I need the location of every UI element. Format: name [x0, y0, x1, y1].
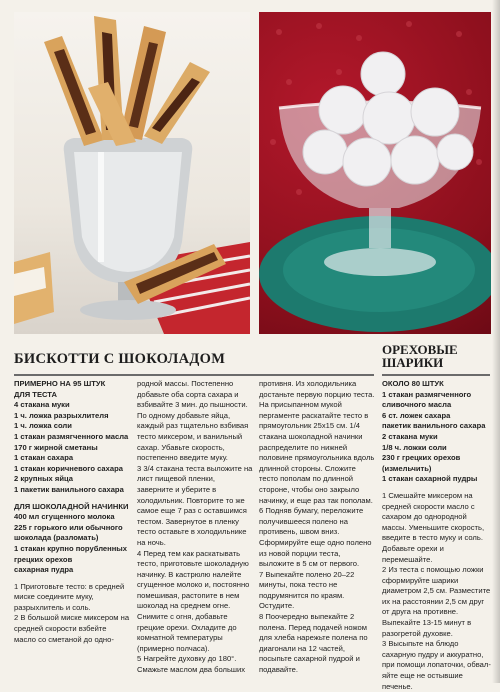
ingredient: сахарная пудра: [14, 565, 74, 575]
recipe-title-line-2: ШАРИКИ: [382, 355, 444, 370]
ingredient: 1 пакетик ванильного сахара: [14, 484, 124, 494]
nut-balls-illustration: [259, 12, 491, 334]
method-step: противня. Из холодильника достаньте первую порцию теста. На присыпанном мукой пергаменте раскатайте тесто в прямоугольник 25x15 см. 1/4 стакана шоколадной начинки распределите по нижней половине прямоугольника вдоль длинной стороны. Сложите тесто пополам по длинной стороне, чтобы оно закрыло начинку, и еще раз так пополам.: [259, 379, 375, 505]
ingredient: 2 крупных яйца: [14, 474, 73, 484]
ingredient: пакетик ванильного сахара: [382, 421, 486, 431]
ingredient: 2 стакана муки: [382, 431, 438, 441]
method-step: 6 Подняв бумагу, переложите получившееся полено на противень, швом вниз. Сформируйте еще одно полено из новой порции теста, выложите в 5 см от первого.: [259, 506, 372, 569]
title-divider-left: [14, 374, 374, 376]
ingredient: 225 г горького или обычного шоколада (разломать): [14, 522, 123, 543]
dough-ingredient-list: [14, 400, 130, 495]
recipe-title-line-1: ОРЕХОВЫЕ: [382, 342, 458, 357]
biscotti-method-column-2: [137, 379, 253, 676]
ingredient: 400 мл сгущенного молока: [14, 512, 115, 522]
nut-balls-ingredient-list: [382, 390, 492, 485]
nut-balls-column: [382, 379, 492, 692]
recipe-title-nut-balls: [382, 343, 492, 369]
ingredient: 1 стакан сахарной пудры: [382, 474, 478, 484]
ingredient: 1 стакан размягченного масла: [14, 431, 129, 441]
method-step: 8 Поочередно выпекайте 2 полена. Перед подачей ножом для хлеба нарежьте полена по диагонали на 12 частей, посыпьте сахарной пудрой и подавайте.: [259, 612, 368, 675]
method-step: 2 В большой миске миксером на средней скорости взбейте масло со сметаной до одно-: [14, 613, 130, 644]
method-step: 4 Перед тем как раскатывать тесто, приготовьте шоколадную начинку. В кастрюлю налейте сгущенное молоко и, постоянно помешивая, растопите в нем шоколад на среднем огне. Снимите с огня, добавьте грецкие орехи. Охладите до комнатной температуры (примерно полчаса).: [137, 548, 250, 653]
ingredient: 4 стакана муки: [14, 400, 70, 410]
ingredient: 1 ч. ложка соли: [14, 421, 72, 431]
biscotti-illustration: [14, 12, 250, 334]
ingredient: 1 стакан размягченного сливочного масла: [382, 389, 472, 410]
method-step: 7 Выпекайте полено 20–22 минуты, пока тесто не подрумянится по краям. Остудите.: [259, 569, 355, 611]
biscotti-ingredients-column: [14, 379, 130, 645]
nut-balls-photo: [259, 12, 491, 334]
yield: ПРИМЕРНО НА 95 ШТУК: [14, 379, 106, 388]
method-step: 2 Из теста с помощью ложки сформируйте шарики диаметром 2,5 см. Разместите их на расстоянии 2,5 см друг от друга на противне. Выпекайте 13-15 минут в разогретой духовке.: [382, 565, 491, 638]
yield: ОКОЛО 80 ШТУК: [382, 379, 444, 388]
dough-heading: ДЛЯ ТЕСТА: [14, 389, 57, 399]
ingredient: 230 г грецких орехов (измельчить): [382, 453, 461, 473]
method-step: 3 3/4 стакана теста выложите на лист пищевой пленки, заверните и уберите в холодильник. Повторите то же самое еще 7 раз с оставшимся тестом. Завернутое в пленку тесто оставьте в холодильнике на ночь.: [137, 463, 253, 547]
ingredient: 1 ч. ложка разрыхлителя: [14, 410, 109, 420]
method-step: 3 Высыпьте на блюдо сахарную пудру и аккуратно, при помощи лопаточки, обваляйте еще не остывшие печенье.: [382, 639, 491, 691]
filling-ingredient-list: [14, 512, 130, 576]
book-spine-shadow: [492, 0, 500, 683]
method-step: 1 Приготовьте тесто: в средней миске соедините муку, разрыхлитель и соль.: [14, 581, 125, 612]
title-divider-right: [382, 374, 490, 376]
biscotti-photo: [14, 12, 250, 334]
biscotti-method-column-3: [259, 379, 375, 676]
ingredient: 1 стакан крупно порубленных грецких орехов: [14, 543, 128, 564]
ingredient: 1 стакан коричневого сахара: [14, 463, 123, 473]
ingredient: 6 ст. ложек сахара: [382, 410, 451, 420]
recipe-title-biscotti: БИСКОТТИ С ШОКОЛАДОМ: [14, 351, 226, 367]
ingredient: 170 г жирной сметаны: [14, 442, 98, 452]
method-step: 5 Нагрейте духовку до 180°. Смажьте маслом два больших: [137, 654, 246, 675]
filling-heading: ДЛЯ ШОКОЛАДНОЙ НАЧИНКИ: [14, 501, 129, 511]
ingredient: 1 стакан сахара: [14, 453, 74, 463]
method-step: 1 Смешайте миксером на средней скорости масло с сахаром до однородной массы. Уменьшите скорость, введите в тесто муку и соль. Добавьте орехи и перемешайте.: [382, 490, 485, 564]
method-step: родной массы. Постепенно добавьте оба сорта сахара и взбивайте 3 мин. до пышности. По одному добавьте яйца, каждый раз тщательно взбивая тесто миксером, и ванильный сахар. Убавьте скорость, постепенно введите муку.: [137, 379, 249, 463]
ingredient: 1/8 ч. ложки соли: [382, 442, 447, 452]
